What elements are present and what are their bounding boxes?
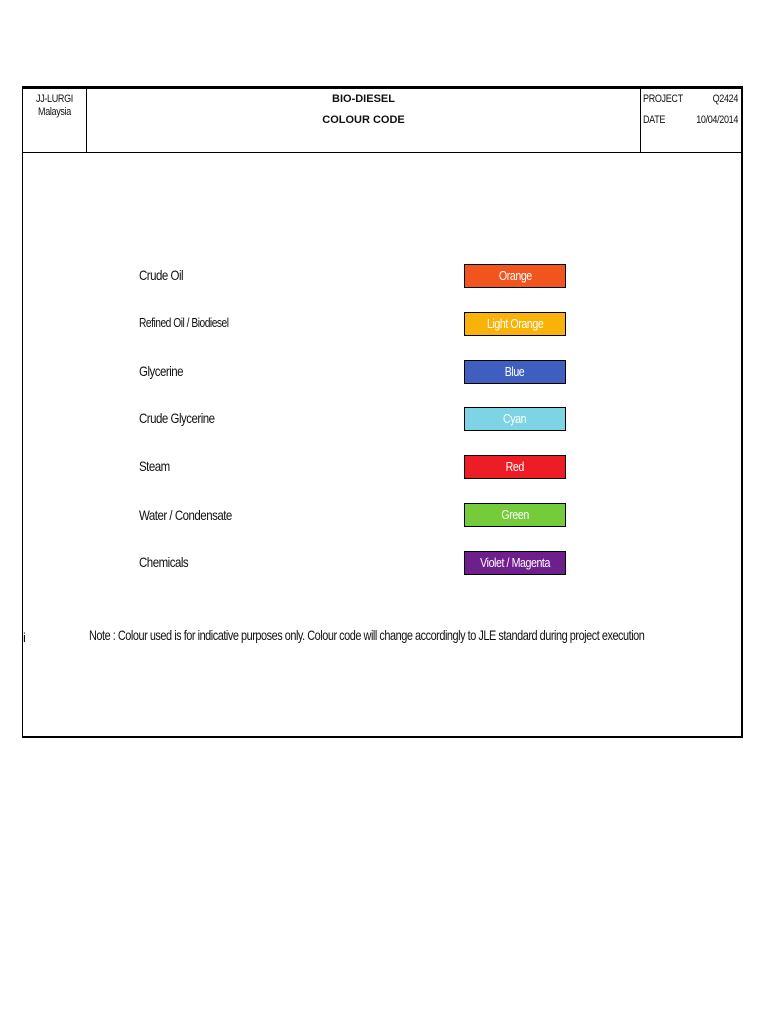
swatch-crude-glycerine (464, 407, 566, 431)
swatch-glycerine (464, 360, 566, 384)
swatch-steam (464, 455, 566, 479)
swatch-text-water-condensate: Green (501, 508, 529, 522)
swatch-text-crude-oil: Orange (498, 269, 532, 283)
swatch-text-glycerine: Blue (505, 365, 525, 379)
project-info-block (640, 89, 744, 152)
document-subtitle: COLOUR CODE (322, 114, 405, 126)
legend-label-refined-oil: Refined Oil / Biodiesel (139, 316, 229, 330)
swatch-text-refined-oil: Light Orange (486, 317, 544, 331)
title-block (87, 89, 640, 152)
swatch-text-crude-glycerine: Cyan (503, 412, 527, 426)
note-marker: i (23, 630, 26, 645)
sheet-header (23, 89, 741, 153)
date-label: DATE (643, 114, 666, 126)
swatch-chemicals (464, 551, 566, 575)
colour-code-sheet (22, 86, 743, 738)
legend-label-crude-oil: Crude Oil (139, 267, 184, 283)
company-name: JJ-LURGI (36, 93, 73, 105)
date-value: 10/04/2014 (696, 114, 738, 126)
swatch-text-steam: Red (505, 460, 525, 474)
date-row (641, 110, 744, 131)
swatch-text-chemicals: Violet / Magenta (480, 556, 550, 570)
project-label: PROJECT (643, 93, 683, 105)
swatch-refined-oil (464, 312, 566, 336)
document-title: BIO-DIESEL (332, 93, 395, 105)
legend-label-steam: Steam (139, 458, 170, 474)
legend-label-water-condensate: Water / Condensate (139, 507, 232, 523)
legend-label-crude-glycerine: Crude Glycerine (139, 410, 215, 426)
swatch-water-condensate (464, 503, 566, 527)
project-value: Q2424 (712, 93, 738, 105)
legend-label-chemicals: Chemicals (139, 554, 189, 570)
company-location: Malaysia (38, 106, 71, 118)
disclaimer-note: Note : Colour used is for indicative purposes only. Colour code will change accordingly to JLE standard during project execution (89, 627, 645, 643)
swatch-crude-oil (464, 264, 566, 288)
legend-label-glycerine: Glycerine (139, 363, 184, 379)
company-block (23, 89, 87, 152)
project-row (641, 89, 744, 110)
